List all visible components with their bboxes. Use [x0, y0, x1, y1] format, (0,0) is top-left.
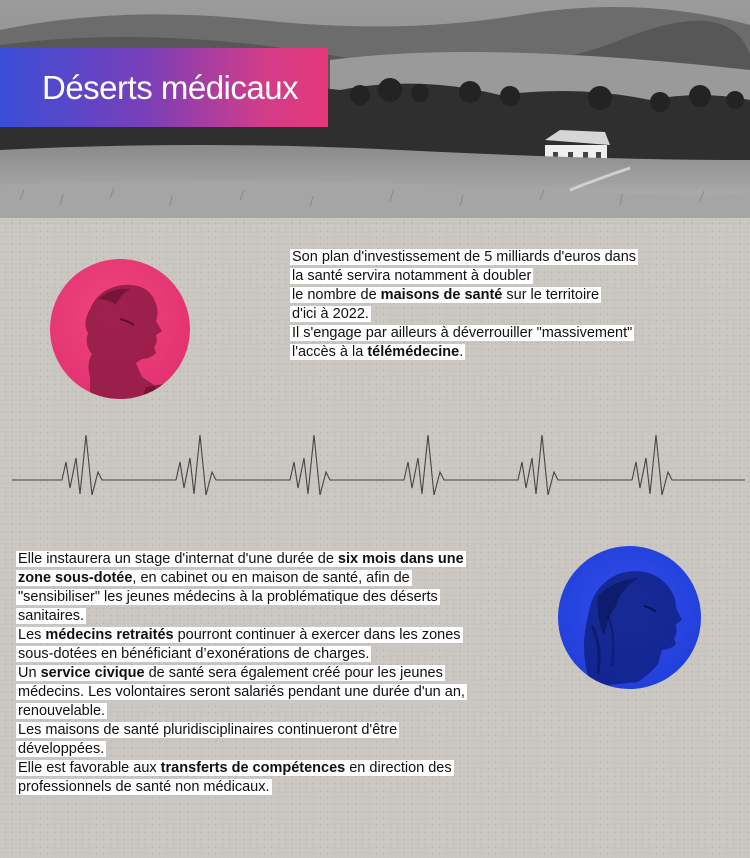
service-civique-bold: service civique — [40, 665, 145, 681]
bottom-p1-post: , en cabinet ou en maison de santé, afin de "sensibiliser" les jeunes médecins à la problématique des déserts sanitaires. — [18, 570, 438, 624]
bottom-p5 — [16, 760, 454, 795]
top-line-6 — [290, 344, 465, 360]
male-profile-portrait-icon — [50, 259, 190, 399]
top-line-3 — [290, 287, 601, 303]
bottom-p4: Les maisons de santé pluridisciplinaires continueront d'être développées. — [18, 722, 398, 757]
title-banner — [0, 48, 328, 127]
six-mois-bold: six mois dans une zone sous-dotée — [18, 551, 464, 586]
male-silhouette — [50, 259, 190, 399]
top-line-2: la santé servira notamment à doubler — [292, 268, 532, 284]
bottom-p2-pre: Les — [18, 627, 46, 643]
top-line-3-post: sur le territoire — [502, 287, 600, 303]
female-profile-portrait-icon — [558, 546, 701, 689]
medecins-retraites-bold: médecins retraités — [45, 627, 174, 643]
bottom-paragraph — [16, 550, 466, 797]
transferts-competences-bold: transferts de compétences — [160, 760, 346, 776]
top-line-6-pre: l'accès à la — [292, 344, 368, 360]
top-line-1: Son plan d'investissement de 5 milliards d'euros dans — [292, 249, 637, 265]
top-line-6-post: . — [459, 344, 464, 360]
bottom-p5-post: en direction des professionnels de santé non médicaux. — [18, 760, 452, 795]
page-title: Déserts médicaux — [42, 68, 299, 106]
top-line-4: d'ici à 2022. — [292, 306, 369, 322]
bottom-p5-pre: Elle est favorable aux — [18, 760, 161, 776]
bottom-p3-pre: Un — [18, 665, 41, 681]
top-line-5: Il s'engage par ailleurs à déverrouiller "massivement" — [292, 325, 633, 341]
hero-landscape-image — [0, 0, 750, 218]
bottom-p2 — [16, 627, 463, 662]
top-line-3-pre: le nombre de — [292, 287, 381, 303]
top-paragraph — [290, 248, 730, 362]
female-silhouette — [558, 546, 701, 689]
maisons-de-sante-bold: maisons de santé — [380, 287, 503, 303]
heartbeat-line-divider — [0, 420, 750, 510]
bottom-p2-post: pourront continuer à exercer dans les zones sous-dotées en bénéficiant d’exonérations de charges. — [18, 627, 461, 662]
bottom-p1 — [16, 551, 466, 624]
bottom-p1-pre: Elle instaurera un stage d'internat d'une durée de — [18, 551, 338, 567]
telemedecine-bold: télémédecine — [367, 344, 460, 360]
bottom-p3 — [16, 665, 467, 719]
bottom-p3-post: de santé sera également créé pour les jeunes médecins. Les volontaires seront salariés pendant une durée d'un an, renouvelable. — [18, 665, 465, 719]
